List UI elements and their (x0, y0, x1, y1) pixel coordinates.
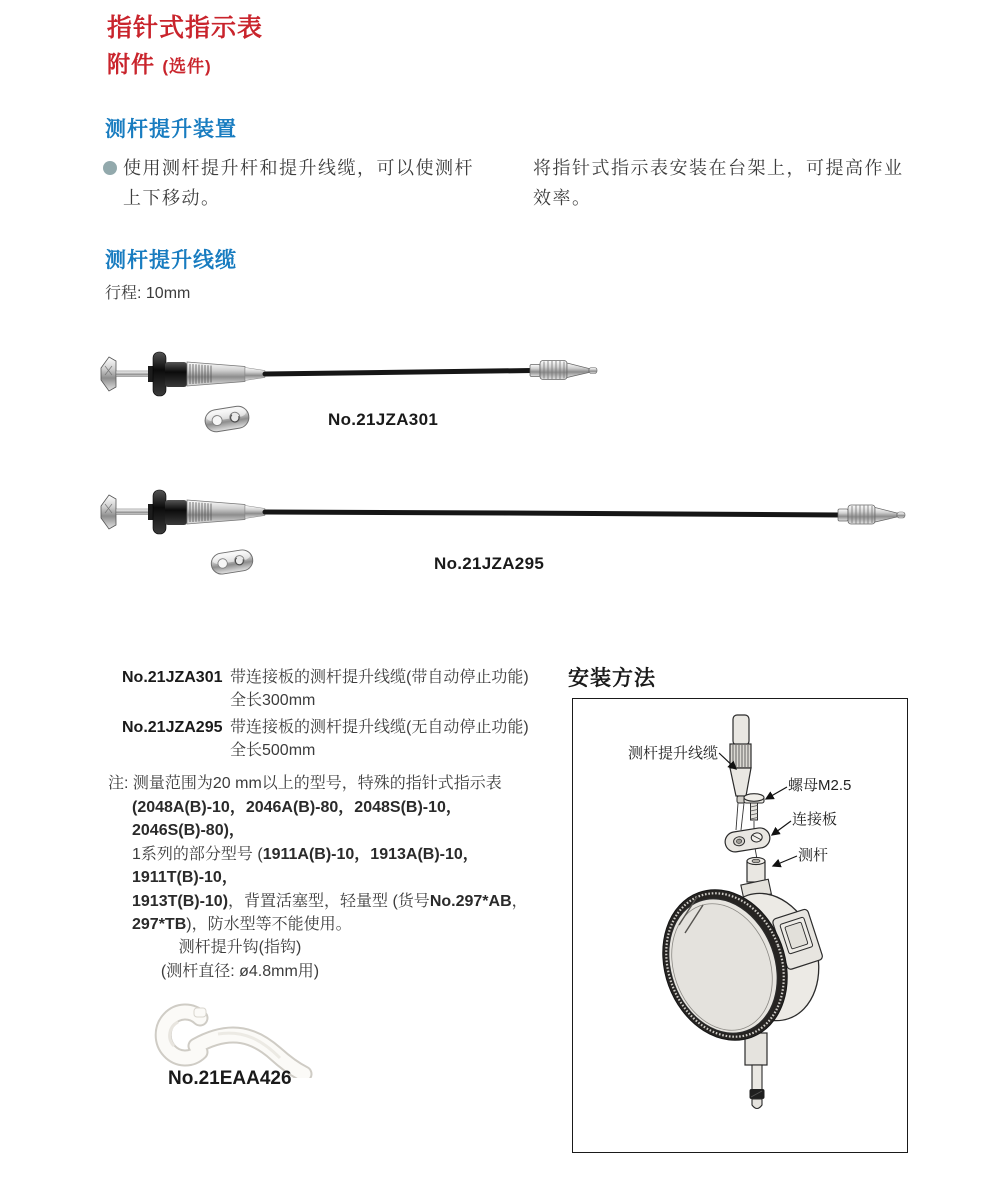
diagram-plate (724, 827, 772, 854)
cable-screw-end (838, 505, 905, 524)
connecting-plate-photo-2 (206, 544, 258, 580)
diagram-cable-end (730, 715, 751, 803)
device-right-line1: 将指针式指示表安装在台架上，可提高作业 (533, 158, 904, 178)
usage-note (108, 772, 568, 937)
hook-figure-label: No.21EAA426 (168, 1068, 292, 1089)
install-heading: 安装方法 (568, 667, 656, 690)
device-right-paragraph (533, 153, 933, 213)
device-left-paragraph (103, 153, 573, 213)
product-no: No.21JZA295 (122, 719, 223, 736)
note-line: 297*TB)，防水型等不能使用。 (132, 916, 352, 933)
diagram-spindle-top (747, 857, 765, 882)
product-row-21jza295 (122, 716, 582, 762)
diagram-label-plate: 连接板 (792, 811, 838, 828)
note-line: 注: 测量范围为20 mm以上的型号，特殊的指针式指示表 (108, 775, 502, 792)
device-left-line1: 使用测杆提升杆和提升线缆，可以使测杆 (123, 158, 474, 178)
product-desc (230, 666, 529, 712)
diagram-nut (744, 794, 764, 820)
cable-plunger-end (101, 490, 265, 534)
hook-caption (135, 936, 345, 984)
section-heading-lifting-cable: 测杆提升线缆 (105, 249, 237, 272)
hook-name: 测杆提升钩(指钩) (178, 939, 302, 956)
bullet-icon (103, 161, 117, 175)
note-line: (2048A(B)-10，2046A(B)-80，2048S(B)-10，2046S(B)-80)， (132, 798, 462, 839)
cable-plunger-end (101, 352, 265, 396)
cable-screw-end (530, 361, 597, 380)
install-diagram (573, 699, 907, 1152)
product-desc-line: 带连接板的测杆提升线缆(无自动停止功能) (230, 719, 529, 736)
product-desc-line: 带连接板的测杆提升线缆(带自动停止功能) (230, 669, 529, 686)
section-heading-lifting-device: 测杆提升装置 (105, 118, 237, 141)
hook-photo (152, 994, 342, 1078)
cable1-figure-label: No.21JZA301 (328, 410, 439, 429)
product-row-21jza301 (122, 666, 582, 712)
device-left-line2: 上下移动。 (123, 188, 221, 208)
install-diagram-box (572, 698, 908, 1153)
product-length: 全长500mm (230, 742, 316, 759)
page-title: 指针式指示表 (107, 14, 264, 42)
cable-photo-21jza301 (95, 346, 605, 404)
product-length: 全长300mm (230, 692, 316, 709)
diagram-dial-indicator (642, 872, 834, 1108)
note-line: 1913T(B)-10)，背置活塞型，轻量型 (货号No.297*AB， (132, 892, 528, 910)
note-line: 1系列的部分型号 (1911A(B)-10，1913A(B)-10，1911T(B)-10， (132, 845, 479, 886)
diagram-label-cable: 测杆提升线缆 (627, 745, 718, 762)
stroke-spec: 行程: 10mm (105, 285, 191, 302)
cable-wire (265, 371, 532, 375)
device-right-line2: 效率。 (533, 188, 592, 208)
product-no: No.21JZA301 (122, 669, 223, 686)
hook-diameter: (测杆直径: ø4.8mm用) (160, 963, 320, 980)
page-subtitle (107, 46, 212, 79)
cable-photo-21jza295 (95, 484, 913, 544)
cable-wire (265, 512, 840, 515)
product-desc (230, 716, 529, 762)
diagram-label-spindle: 测杆 (798, 847, 829, 864)
subtitle-note: (选件) (162, 57, 212, 76)
diagram-label-nut: 螺母M2.5 (788, 777, 852, 794)
cable2-figure-label: No.21JZA295 (434, 554, 545, 573)
connecting-plate-photo-1 (200, 400, 254, 438)
subtitle-text: 附件 (107, 51, 155, 77)
